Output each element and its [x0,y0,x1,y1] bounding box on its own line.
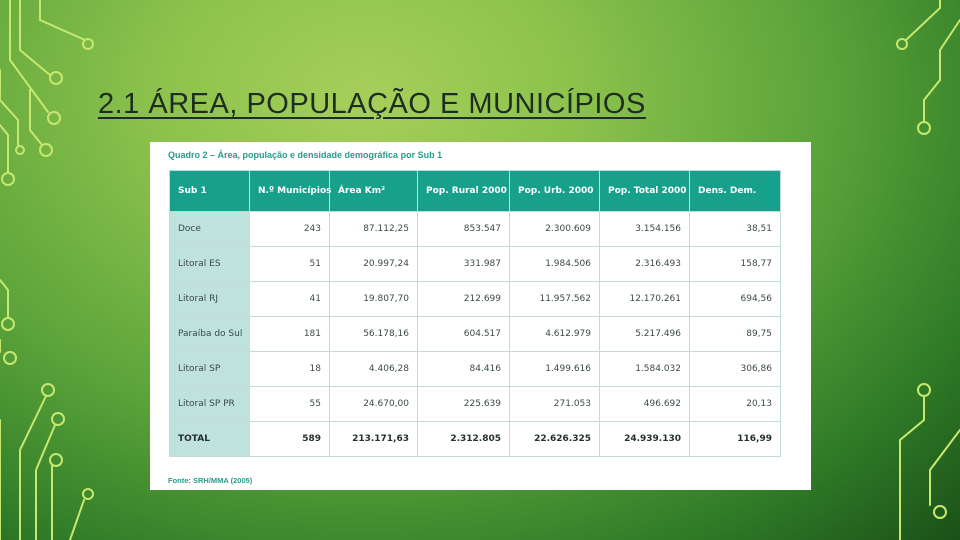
table-cell: 12.170.261 [600,282,690,317]
table-cell: 38,51 [690,212,781,247]
table-cell: 212.699 [418,282,510,317]
circuit-trace [0,280,8,318]
table-cell: 589 [250,422,330,457]
table-row [170,317,781,352]
circuit-node [83,39,93,49]
table-cell: 3.154.156 [600,212,690,247]
table-cell: 20,13 [690,387,781,422]
circuit-trace [20,0,50,75]
column-header: Pop. Rural 2000 [418,171,510,212]
table-row [170,212,781,247]
table-cell: 5.217.496 [600,317,690,352]
circuit-node [934,506,946,518]
table-cell: 24.670,00 [330,387,418,422]
table-cell: 89,75 [690,317,781,352]
table-cell: 4.612.979 [510,317,600,352]
column-header: Área Km² [330,171,418,212]
circuit-node [50,454,62,466]
row-label: Litoral RJ [170,282,250,317]
circuit-trace [20,396,46,540]
table-cell: 18 [250,352,330,387]
column-header: N.º Municípios [250,171,330,212]
circuit-trace [900,396,924,540]
row-label: Litoral SP PR [170,387,250,422]
table-cell: 694,56 [690,282,781,317]
table-cell: 1.499.616 [510,352,600,387]
column-header: Dens. Dem. [690,171,781,212]
table-total-row [170,422,781,457]
table-row [170,387,781,422]
circuit-node [42,384,54,396]
column-header: Pop. Total 2000 [600,171,690,212]
table-cell: 51 [250,247,330,282]
circuit-node [2,318,14,330]
table-cell: 181 [250,317,330,352]
table-cell: 2.312.805 [418,422,510,457]
table-cell: 271.053 [510,387,600,422]
circuit-node [918,384,930,396]
table-cell: 19.807,70 [330,282,418,317]
table-cell: 604.517 [418,317,510,352]
circuit-node [52,413,64,425]
table-row [170,352,781,387]
circuit-node [4,352,16,364]
circuit-node [40,144,52,156]
table-cell: 2.300.609 [510,212,600,247]
table-cell: 853.547 [418,212,510,247]
table-cell: 4.406,28 [330,352,418,387]
circuit-trace [70,500,84,540]
table-cell: 20.997,24 [330,247,418,282]
table-cell: 24.939.130 [600,422,690,457]
circuit-node [48,112,60,124]
table-cell: 1.984.506 [510,247,600,282]
table-cell: 243 [250,212,330,247]
table-cell: 56.178,16 [330,317,418,352]
table-cell: 1.584.032 [600,352,690,387]
table-panel [150,142,811,490]
table-caption: Quadro 2 – Área, população e densidade demográfica por Sub 1 [168,150,443,160]
circuit-node [50,72,62,84]
row-label: Litoral SP [170,352,250,387]
circuit-trace [30,90,42,145]
table-cell: 225.639 [418,387,510,422]
circuit-node [918,122,930,134]
row-label: Paraíba do Sul [170,317,250,352]
circuit-trace [906,0,940,40]
table-cell: 116,99 [690,422,781,457]
table-header-row [170,171,781,212]
circuit-trace [0,125,8,172]
circuit-trace [924,20,960,122]
row-label: Doce [170,212,250,247]
circuit-trace [0,70,18,145]
circuit-node [16,146,24,154]
table-cell: 306,86 [690,352,781,387]
table-cell: 41 [250,282,330,317]
table-cell: 22.626.325 [510,422,600,457]
table-cell: 213.171,63 [330,422,418,457]
table-cell: 87.112,25 [330,212,418,247]
circuit-node [2,173,14,185]
data-table [169,170,781,457]
column-header: Pop. Urb. 2000 [510,171,600,212]
table-cell: 331.987 [418,247,510,282]
table-row [170,247,781,282]
row-label: TOTAL [170,422,250,457]
table-row [170,282,781,317]
table-cell: 11.957.562 [510,282,600,317]
slide-title: 2.1 ÁREA, POPULAÇÃO E MUNICÍPIOS [98,88,646,120]
table-cell: 55 [250,387,330,422]
circuit-trace [40,0,85,40]
table-cell: 158,77 [690,247,781,282]
circuit-node [897,39,907,49]
row-label: Litoral ES [170,247,250,282]
table-cell: 496.692 [600,387,690,422]
table-cell: 84.416 [418,352,510,387]
column-header: Sub 1 [170,171,250,212]
circuit-trace [930,430,960,505]
table-source: Fonte: SRH/MMA (2005) [168,476,253,485]
table-cell: 2.316.493 [600,247,690,282]
circuit-node [83,489,93,499]
